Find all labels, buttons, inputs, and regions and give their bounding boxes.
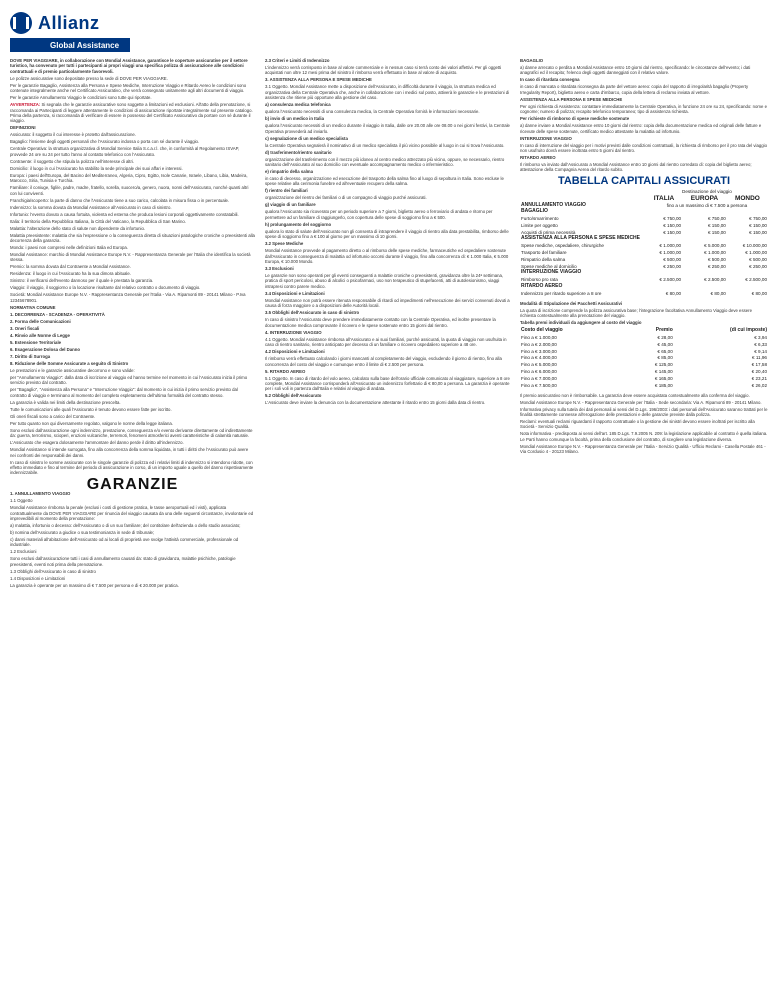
premium-value: € 185,00 — [654, 382, 673, 388]
normativa-headings — [10, 312, 255, 366]
tariff-value: € 500,00 — [707, 256, 726, 262]
clause-title: b) invio di un medico in Italia — [265, 116, 324, 122]
column-left — [10, 58, 255, 986]
normativa-paragraph: Gli oneri fiscali sono a carico del Contraente. — [10, 413, 96, 419]
clause-text: organizzazione del rientro dei familiari o di un compagno di viaggio purché assicurati. — [265, 195, 427, 201]
tariff-row — [520, 290, 768, 297]
normativa-paragraph: Per tutto quanto non qui diversamente regolato, valgono le norme della legge italiana. — [10, 420, 173, 426]
clause-text: Mondial Assistance non potrà essere ritenuta responsabile di ritardi od impedimenti nell'esecuzione dei servizi convenuti dovuti a causa di forza maggiore o a disposizioni delle Autorità locali. — [265, 297, 510, 309]
garanzie-title: GARANZIE — [86, 475, 179, 493]
definition-item: Italia: il territorio della Repubblica Italiana, la Città del Vaticano, la Repubblica di San Marino. — [10, 218, 186, 224]
tariff-section-name: INTERRUZIONE VIAGGIO — [521, 269, 582, 276]
premium-range: Fino a € 3.000,00 — [521, 348, 557, 354]
tariff-value: € 1.000,00 — [745, 249, 767, 255]
clause-text: la Centrale Operativa segnalerà il nominativo di un medico specialista il più vicino possibile al luogo in cui si trova l'Assicurato. — [265, 142, 505, 148]
denuncia-title: Per richieste di rimborso di spese mediche sostenute — [520, 116, 630, 122]
premium-value: € 65,00 — [657, 348, 673, 354]
premium-tax: € 9,14 — [754, 348, 767, 354]
tariff-value: € 250,00 — [749, 263, 767, 269]
clause-text: organizzazione del trasferimento con il mezzo più idoneo al centro medico attrezzato più vicino, oppure, se necessario, rientro sanitario dell'Assicurato al suo domicilio con eventuale accompagnamento medico o infermieristico. — [265, 156, 505, 168]
definition-item: Assicurato: il soggetto il cui interesse è protetto dall'assicurazione. — [10, 132, 136, 138]
tariff-value: € 750,00 — [707, 216, 726, 222]
tariff-section-row — [520, 236, 768, 243]
normativa-heading: 5. Estensione Territoriale — [10, 339, 62, 345]
premium-row — [520, 348, 768, 355]
annullamento-paragraph: Sono esclusi dall'assicurazione tutti i casi di annullamento causati da: stato di gravidanza, malattie psichiche, patologie preesistenti, eventi noti prima della prenotazione. — [10, 556, 236, 567]
document-columns — [10, 58, 768, 986]
modalita-text: La quota di iscrizione comprende la polizza assicurativa base; l'integrazione facoltativa Annullamento Viaggio deve essere richiesta contestualmente alla prenotazione del viaggio. — [520, 307, 752, 319]
premium-value: € 28,00 — [657, 335, 673, 341]
premium-row — [520, 382, 768, 389]
intro-paragraph: Le polizze assicurative sono depositate presso la sede di DOVE PER VIAGGIARE. — [10, 75, 168, 81]
definition-item: Malattia preesistente: malattia che sia l'espressione o la conseguenza diretta di situazioni patologiche croniche o preesistenti alla decorrenza della garanzia. — [10, 232, 255, 244]
premium-tax: € 11,96 — [752, 355, 767, 361]
annullamento-paragraph: Mondial Assistance rimborsa la penale (esclusi i costi di gestione pratica, le tasse aeroportuali ed i visti), applicata contrattualmente da DOVE PER VIAGGIARE per rinuncia del viaggio causata da una delle seguenti circostanze, involontarie ed imprevedibili al momento della prenotazione: — [10, 505, 254, 521]
denuncia-title: INTERRUZIONE VIAGGIO — [520, 135, 572, 141]
definition-item: Bagaglio: l'insieme degli oggetti personali che l'Assicurato indossa o porta con sé durante il viaggio. — [10, 139, 200, 145]
normativa-heading: 6. Esagerazione Dolosa del Danno — [10, 346, 80, 352]
tariff-row-label: Spese mediche, ospedaliere, chirurgiche — [521, 243, 604, 249]
clause-title: f) rientro dei familiari — [265, 188, 308, 194]
intro-notice: DOVE PER VIAGGIARE, in collaborazione con Mondial Assistance, garantisce le coperture assicurative per il settore turistico, ha convenuto per tutti i partecipanti ai propri viaggi una specifica polizza di assicurazione alle condizioni contrattuali e di premio particolarmente favorevoli. — [10, 58, 248, 74]
premium-tax: € 20,40 — [751, 368, 767, 374]
tariff-section-name: RITARDO AEREO — [521, 282, 563, 289]
premium-range: Fino a € 2.000,00 — [521, 341, 557, 347]
premium-tax: € 23,21 — [751, 375, 767, 381]
definition-item: Domicilio: il luogo in cui l'Assicurato ha stabilito la sede principale dei suoi affari e interessi. — [10, 165, 183, 171]
annullamento-note: fino a un massimo di € 7.500 a persona — [666, 202, 748, 208]
tariff-value: € 150,00 — [749, 222, 767, 228]
normativa-paragraph: per "Bagaglio", "Assistenza alla Persona" e "Interruzione Viaggio": dal momento in cui inizia il primo servizio previsto dal contratto di viaggio e terminano al momento del completo espletamento dell'ultima formalità del contratto stesso. — [10, 387, 238, 398]
tariff-row — [520, 243, 768, 250]
clause-title: 3. ASSISTENZA ALLA PERSONA E SPESE MEDICHE — [265, 77, 372, 83]
denuncia-title: ASSISTENZA ALLA PERSONA E SPESE MEDICHE — [520, 96, 623, 102]
clause-title: 3.5 Obblighi dell'Assicurato in caso di sinistro — [265, 310, 360, 316]
premium-header: Premio — [655, 327, 673, 334]
tariff-title: TABELLA CAPITALI ASSICURATI — [557, 174, 731, 187]
brand-name: Allianz — [38, 12, 100, 33]
allianz-eagle-icon — [10, 12, 32, 34]
tariff-row — [520, 215, 768, 222]
denuncia-text: in caso di mancata o ritardata riconsegna da parte del vettore aereo: copia del rapporto di irregolarità bagaglio (Property Irregularity Report), biglietto aereo e carta d'imbarco, copia della lettera di reclamo inviata al vettore. — [520, 84, 749, 95]
tariff-row-label: Rimborso pro rata — [521, 277, 558, 283]
premium-range: Fino a € 6.000,00 — [521, 368, 557, 374]
definition-item: Familiare: il coniuge, figli/e, padre, madre, fratello, sorella, suocero/a, genero, nuora, nonni dell'Assicurato, nonché quanti altri con lui conviventi. — [10, 185, 249, 196]
tariff-column-header: ITALIA — [653, 194, 675, 202]
tariff-subtitle-row — [520, 188, 768, 195]
clause-text: qualora l'Assicurato sia ricoverato per un periodo superiore a 7 giorni, biglietto aereo o ferroviario di andata e ritorno per permettere ad un familiare di raggiungerlo, con copertura delle spese di soggiorno fino a € 500. — [265, 209, 493, 220]
definizioni-title: DEFINIZIONI — [10, 125, 36, 131]
annullamento-paragraph: b) nomina dell'Assicurato a giudice o sua testimonianza in sede di tribunale; — [10, 529, 155, 535]
tariff-value: € 1.000,00 — [659, 243, 682, 249]
annullamento-paragraph: c) danni materiali all'abitazione dell'Assicurato od ai locali di proprietà ove svolge l'attività commerciale, professionale od industriale. — [10, 536, 239, 548]
normativa-text — [10, 368, 255, 476]
definition-item: Centrale Operativa: la struttura organizzativa di Mondial Service Italia S.c.a.r.l. che, in conformità al Regolamento ISVAP, provvede 24 ore su 24 per tutto l'anno al contatto telefonico con l'Assicurato. — [10, 146, 240, 157]
clause-text: in caso di decesso, organizzazione ed esecuzione del trasporto della salma fino al luogo di sepoltura in Italia. Sono escluse le spese relative alla cerimonia funebre ed all'eventuale recupero della salma. — [265, 176, 504, 187]
definition-item: Contraente: il soggetto che stipula la polizza nell'interesse di altri. — [10, 158, 135, 164]
premium-range: Fino a € 7.000,00 — [521, 375, 557, 381]
normativa-title: NORMATIVA COMUNE — [10, 304, 56, 310]
tariff-header-row — [520, 195, 768, 202]
normativa-heading: 1. DECORRENZA - SCADENZA - OPERATIVITÀ — [10, 311, 105, 317]
clause-title: d) trasferimento/rientro sanitario — [265, 149, 332, 155]
clause-text: Le garanzie non sono operanti per gli eventi conseguenti a malattie croniche o preesistenti, gravidanza oltre la 24ª settimana, pratica di sport pericolosi, abuso di alcolici o psicofarmaci, uso non terapeutico di stupefacenti, atti di autolesionismo, viaggi intrapresi contro parere medico. — [265, 273, 504, 289]
clause-text: qualora l'Assicurato necessiti di un medico durante il viaggio in Italia, dalle ore 20.00 alle ore 08.00 o nei giorni festivi, la Centrale Operativa provvederà ad inviarlo. — [265, 123, 510, 134]
premium-row — [520, 334, 768, 341]
denuncia-title: BAGAGLIO — [520, 58, 544, 63]
tariff-row-label: Limite per oggetto — [521, 222, 558, 228]
annullamento-paragraph: La garanzia è operante per un massimo di € 7.500 per persona e di € 20.000 per pratica. — [10, 582, 179, 588]
clause-title: 3.4 Disposizioni e Limitazioni — [265, 290, 325, 296]
clause-title: e) rimpatrio della salma — [265, 169, 314, 175]
clause-text: 4.1 Oggetto. Mondial Assistance rimborsa all'Assicurato e ai suoi familiari, purché assicurati, la quota di viaggio non usufruita in caso di rientro sanitario, rientro anticipato per decesso di un familiare o ricovero ospedaliero superiore a 48 ore. — [265, 336, 507, 348]
annullamento-text — [10, 498, 255, 588]
normativa-paragraph: Mondial Assistance si intende surrogata, fino alla concorrenza della somma liquidata, in tutti i diritti che l'Assicurato può avere nei confronti dei responsabili dei danni. — [10, 447, 249, 458]
footer-notes — [520, 393, 768, 455]
tariff-column-header: EUROPA — [690, 194, 719, 202]
normativa-paragraph: In caso di sinistro le somme assicurate con le singole garanzie di polizza ed i relativi limiti di indennizzo si intendono ridotte, con effetto immediato e fino al termine del periodo di assicurazione in corso, di un importo uguale a quello del danno rispettivamente indennizzabile. — [10, 459, 254, 476]
normativa-heading: 8. Riduzione delle Somme Assicurate a seguito di Sinistro — [10, 360, 129, 366]
premium-tax: € 17,58 — [751, 362, 767, 368]
premium-row — [520, 375, 768, 382]
normativa-paragraph: Sono esclusi dall'assicurazione ogni indennizzo, prestazione, conseguenza e/o evento derivante direttamente od indirettamente da: guerra, terrorismo, scioperi, eruzioni vulcaniche, terremoti, fenomeni atmosferici aventi caratteristiche di calamità naturale. — [10, 427, 253, 439]
tariff-row-label: Indennizzo per ritardo superiore a 8 ore — [521, 290, 602, 296]
clause-title: c) segnalazione di un medico specialista — [265, 135, 348, 141]
tariff-value: € 5.000,00 — [704, 243, 726, 249]
footer-paragraph: Mondial Assistance Europe N.V. - Rappresentanza Generale per l'Italia - Sede secondaria: Via A. Ripamonti 89 - 20141 Milano. — [520, 399, 762, 405]
premium-tax: € 26,02 — [751, 382, 767, 388]
denuncia-text: Il rimborso va inviato dall'Assicurato a Mondial Assistance entro 10 giorni dal rientro corredato di: copia del biglietto aereo; attestazione della Compagnia Aerea del ritardo subito. — [520, 162, 752, 173]
global-assistance-ribbon: Global Assistance — [10, 38, 130, 52]
annullamento-title: 1. ANNULLAMENTO VIAGGIO — [10, 491, 71, 497]
annullamento-paragraph: 1.1 Oggetto — [10, 498, 33, 504]
annullamento-label: ANNULLAMENTO VIAGGIO — [521, 201, 586, 208]
tariff-row — [520, 249, 768, 256]
normativa-heading: 4. Rinvio alle Norme di Legge — [10, 332, 70, 338]
clause-title: 2.3 Criteri e Limiti di Indennizzo — [265, 58, 330, 63]
premium-tax: € 6,33 — [754, 341, 767, 347]
normativa-heading: 3. Oneri fiscali — [10, 325, 40, 331]
tariff-column-header: MONDO — [734, 194, 760, 202]
clause-title: 3.3 Esclusioni — [265, 266, 294, 272]
clause-title: a) consulenza medica telefonica — [265, 102, 331, 108]
tariff-value: € 1.000,00 — [704, 249, 726, 255]
tariff-value: € 150,00 — [663, 222, 682, 228]
clause-text: Mondial Assistance provvede al pagamento diretto o al rimborso delle spese mediche, farmaceutiche ed ospedaliere sostenute dall'Assicurato in conseguenza di malattia od infortunio occorsi durante il viaggio, fino alla concorrenza di: € 1.000 Italia, € 5.000 Europa, € 10.000 Mondo. — [265, 248, 509, 265]
normativa-paragraph: La garanzia è valida nei limiti della destinazione prescelta. — [10, 399, 121, 405]
premium-table — [520, 328, 768, 389]
definition-item: Malattia: l'alterazione dello stato di salute non dipendente da infortunio. — [10, 225, 146, 231]
clause-title: 3.2 Spese Mediche — [265, 241, 304, 247]
tariff-section-row — [520, 283, 768, 290]
definition-item: Mondo: i paesi non compresi nelle definizioni Italia ed Europa. — [10, 245, 128, 251]
premium-range: Fino a € 1.000,00 — [521, 335, 557, 341]
premium-table-title: Tabella premi individuali da aggiungere al costo del viaggio — [520, 320, 642, 326]
clause-title: g) viaggio di un familiare — [265, 202, 316, 208]
tariff-value: € 250,00 — [707, 263, 726, 269]
definition-item: Infortunio: l'evento dovuto a causa fortuita, violenta ed esterna che produca lesioni corporali oggettivamente constatabili. — [10, 211, 239, 217]
normativa-paragraph: Tutte le comunicazioni alle quali l'Assicurato è tenuto devono essere fatte per iscritto. — [10, 406, 172, 412]
tariff-value: € 1.000,00 — [659, 249, 682, 255]
tariff-value: € 2.500,00 — [659, 277, 682, 283]
allianz-logo — [10, 10, 130, 54]
tariff-value: € 150,00 — [707, 222, 726, 228]
tariff-value: € 250,00 — [663, 263, 682, 269]
clause-text: In caso di sinistro l'Assicurato deve prendere immediatamente contatto con la Centrale Operativa, ed inoltre presentare la documentazione medica comprovante il ricovero e le spese sostenute entro 15 giorni dal rientro. — [265, 317, 496, 328]
clause-text: L'Assicurato deve inviare la denuncia con la documentazione attestante il ritardo entro 15 giorni dalla data di rientro. — [265, 400, 486, 406]
denuncia-blocks — [520, 58, 768, 173]
clause-text: 3.1 Oggetto. Mondial Assistance mette a disposizione dell'Assicurato, in difficoltà durante il viaggio, la struttura medica ed organizzativa della Centrale Operativa che, anche in collaborazione con i medici sul posto, attiverà le garanzie e le prestazioni di assistenza che ritiene più opportune alla gestione del caso. — [265, 84, 510, 101]
tariff-subtitle: Destinazione del viaggio — [682, 188, 732, 194]
tariff-value: € 80,00 — [710, 290, 726, 296]
definition-item: Premio: la somma dovuta dal Contraente a Mondial Assistance. — [10, 264, 131, 270]
clause-title: 5.2 Obblighi dell'Assicurato — [265, 393, 322, 399]
premium-value: € 45,00 — [657, 341, 673, 347]
tariff-corner — [520, 195, 646, 202]
definition-item: Residenza: il luogo in cui l'Assicurato ha la sua dimora abituale. — [10, 271, 131, 277]
tariff-row-label: Spese mediche al domicilio — [521, 263, 577, 269]
denuncia-text: a) danne arrecato o perdita a Mondial Assistance entro 10 giorni dal rientro, specificando: le circostanze dell'evento; i dati anagrafici ed il recapito; l'elenco degli oggetti danneggiati con il relativo valore. — [520, 65, 751, 76]
clause-title: h) prolungamento del soggiorno — [265, 221, 332, 227]
premium-header: Costo del viaggio — [521, 327, 563, 334]
definition-item: Europa: i paesi dell'Europa, del Bacino del Mediterraneo, Algeria, Cipro, Egitto, Isole Canarie, Israele, Libano, Libia, Madeira, Marocco, Siria, Tunisia e Turchia. — [10, 172, 248, 184]
normativa-heading: 7. Diritto di Surroga — [10, 353, 51, 359]
annullamento-paragraph: 1.4 Disposizioni e Limitazioni — [10, 575, 66, 581]
clause-title: 4. INTERRUZIONE VIAGGIO — [265, 329, 322, 335]
tariff-row-label: Rimpatrio della salma — [521, 256, 566, 262]
tariff-value: € 750,00 — [749, 216, 767, 222]
definizioni-list — [10, 132, 255, 303]
premium-row — [520, 368, 768, 375]
clause-title: 5. RITARDO AEREO — [265, 368, 306, 374]
premium-value: € 165,00 — [654, 375, 673, 381]
clause-text: qualora lo stato di salute dell'Assicurato non gli consenta di intraprendere il viaggio di rientro alla data prestabilita, rimborso delle spese di soggiorno fino a € 100 al giorno per un massimo di 10 giorni. — [265, 228, 509, 240]
denuncia-text: a) danne inviare a Mondial Assistance entro 10 giorni dal rientro: copia della documentazione medica ed originali delle fatture e ricevute delle spese sostenute, certificato medico attestante la malattia od infortunio. — [520, 123, 762, 134]
premium-range: Fino a € 7.500,00 — [521, 382, 557, 388]
normativa-paragraph: per "Annullamento Viaggio": dalla data di iscrizione al viaggio ed hanno termine nel momento in cui l'Assicurato inizia il primo servizio previsto dal contratto. — [10, 374, 248, 386]
normativa-paragraph: Le prestazioni e le garanzie assicurative decorrono e sono valide: — [10, 367, 135, 373]
premium-range: Fino a € 5.000,00 — [521, 362, 557, 368]
column-right — [520, 58, 768, 986]
premium-row — [520, 341, 768, 348]
tariff-row — [520, 256, 768, 263]
intro-paragraphs — [10, 76, 255, 101]
capitali-table — [520, 188, 768, 297]
definition-item: Società: Mondial Assistance Europe N.V. - Rappresentanza Generale per l'Italia - Via A. Ripamonti 89 - 20141 Milano - P.Iva 12345678901. — [10, 292, 246, 303]
clause-text: qualora l'Assicurato necessiti di una consulenza medica, la Centrale Operativa fornirà le informazioni necessarie. — [265, 109, 480, 115]
annullamento-paragraph: a) malattia, infortunio o decesso: dell'Assicurato o di un suo familiare; del contitolare dell'azienda o dello studio associato; — [10, 522, 241, 528]
denuncia-title: In caso di ritardata consegna — [520, 77, 580, 83]
footer-paragraph: Nota informativa - predisposta ai sensi dell'art. 185 D.Lgs. 7.9.2005 N. 209: la legislazione applicabile al contratto è quella italiana. Le Parti hanno comunque la facoltà, prima della conclusione del contratto, di scegliere una legislazione diversa. — [520, 431, 768, 442]
tariff-section-row — [520, 270, 768, 277]
tariff-value: € 500,00 — [663, 256, 682, 262]
tariff-value: € 500,00 — [749, 256, 767, 262]
premium-row — [520, 355, 768, 362]
tariff-section-name: ASSISTENZA ALLA PERSONA E SPESE MEDICHE — [521, 235, 640, 242]
annullamento-row — [520, 202, 768, 209]
premium-value: € 145,00 — [654, 368, 673, 374]
denuncia-title: RITARDO AEREO — [520, 155, 556, 161]
footer-paragraph: Informativa privacy sulla tutela dei dati personali ai sensi del D.Lgs. 196/2003: i dati personali dell'Assicurato saranno trattati per le finalità strettamente connesse all'erogazione delle prestazioni e delle garanzie previste dalla polizza. — [520, 406, 768, 417]
definition-item: Mondial Assistance: marchio di Mondial Assistance Europe N.V. - Rappresentanza Generale per l'Italia che identifica la società stessa. — [10, 252, 251, 263]
denuncia-text: Per ogni richiesta di Assistenza: contattare immediatamente la Centrale Operativa, in funzione 24 ore su 24, specificando: nome e cognome; numero di polizza; recapito telefonico temporaneo; tipo di assistenza richiesta. — [520, 103, 767, 115]
premium-tax: € 3,94 — [754, 335, 767, 341]
tariff-value: € 750,00 — [663, 216, 682, 222]
definition-item: Franchigia/scoperto: la parte di danno che l'Assicurato tiene a suo carico, calcolata in misura fissa o in percentuale. — [10, 197, 230, 203]
tariff-row — [520, 222, 768, 229]
footer-paragraph: Il premio assicurativo non è rimborsabile. La garanzia deve essere acquistata contestualmente alla conferma del viaggio. — [520, 392, 750, 398]
annullamento-paragraph: 1.2 Esclusioni — [10, 549, 37, 555]
footer-paragraph: Reclami: eventuali reclami riguardanti il rapporto contrattuale o la gestione dei sinistri devono essere inoltrati per iscritto alla Società - Servizio Qualità. — [520, 419, 755, 430]
tariff-section-row — [520, 209, 768, 216]
premium-value: € 125,00 — [654, 362, 673, 368]
tariff-corner — [520, 188, 646, 195]
clause-text: 5.1 Oggetto. In caso di ritardo del volo aereo, calcolato sulla base dell'orario ufficiale comunicato al viaggiatore, superiore a 8 ore complete, Mondial Assistance corrisponderà all'Assicurato un indennizzo forfettario di € 80,00 a persona. La garanzia è operante per i soli voli in partenza dall'Italia e relativi al viaggio di andata. — [265, 375, 510, 392]
premium-header-row — [520, 328, 768, 335]
clause-text: Il rimborso verrà effettuato calcolando i giorni mancanti al completamento del viaggio, escludendo il giorno di rientro, fino alla concorrenza del costo del viaggio e comunque entro il limite di € 2.500 per persona. — [265, 356, 502, 367]
footer-paragraph: Mondial Assistance Europe N.V. - Rappresentanza Generale per l'Italia - Servizio Qualità - Ufficio Reclami - Casella Postale 461 - Via Cordusio 4 - 20123 Milano. — [520, 443, 766, 455]
intro-paragraph: Per le garanzie Bagaglio, Assistenza alla Persona e Spese Mediche, Interruzione Viaggio e Ritardo Aereo le condizioni sono contenute integralmente anche nel Certificato Assicurativo, che verrà consegnato unitamente agli altri documenti di viaggio. — [10, 82, 247, 94]
premium-header: (di cui imposte) — [730, 327, 767, 334]
annullamento-paragraph: 1.3 Obblighi dell'Assicurato in caso di sinistro — [10, 568, 96, 574]
tariff-row-label: Trasporto del familiare — [521, 249, 567, 255]
tariff-row-label: Acquisti di prima necessità — [521, 229, 576, 235]
normativa-heading: 2. Forma delle Comunicazioni — [10, 318, 71, 324]
premium-row — [520, 361, 768, 368]
denuncia-text: In caso di interruzione del viaggio per i motivi previsti dalle condizioni contrattuali, la richiesta di rimborso per il pro rata del viaggio non usufruito dovrà essere inoltrata entro 5 giorni dal rientro. — [520, 142, 767, 154]
tariff-value: € 150,00 — [663, 229, 682, 235]
definition-item: Viaggio: il viaggio, il soggiorno o la locazione risultante dal relativo contratto o documento di viaggio. — [10, 285, 201, 291]
avvertenza: AVVERTENZA: Si segnala che le garanzie assicurative sono soggette a limitazioni ed esclusioni. All'atto della prenotazione, si raccomanda ai Partecipanti di leggere attentamente le condizioni di assicurazione riportate integralmente sul presente catalogo. Prima della partenza, si raccomanda di verificare di essere in possesso del Certificato Assicurativo da portare con sé durante il viaggio. — [10, 102, 253, 124]
premium-value: € 85,00 — [657, 355, 673, 361]
tariff-value: € 2.500,00 — [745, 277, 767, 283]
tariff-value: € 2.500,00 — [704, 277, 726, 283]
clause-text: L'indennizzo verrà corrisposto in base al valore commerciale e in nessun caso si terrà conto dei valori affettivi. Per gli oggetti acquistati non oltre 12 mesi prima del sinistro il rimborso verrà effettuato in base al valore di acquisto. — [265, 65, 502, 76]
definition-item: Indennizzo: la somma dovuta da Mondial Assistance all'Assicurato in caso di sinistro. — [10, 204, 172, 210]
tariff-row-label: Furto/smarrimento — [521, 216, 559, 222]
clause-title: 4.2 Disposizioni e Limitazioni — [265, 349, 325, 355]
modalita-title: Modalità di Stipulazione dei Pacchetti Assicurativi — [520, 300, 623, 306]
tariff-value: € 150,00 — [749, 229, 767, 235]
normativa-paragraph: L'Assicurato che esagera dolosamente l'ammontare del danno perde il diritto all'indennizzo. — [10, 440, 184, 446]
premium-range: Fino a € 4.000,00 — [521, 355, 557, 361]
tariff-value: € 10.000,00 — [742, 243, 767, 249]
tariff-section-name: BAGAGLIO — [521, 208, 548, 215]
tariff-value: € 80,00 — [665, 290, 682, 296]
definition-item: Sinistro: il verificarsi dell'evento dannoso per il quale è prestata la garanzia. — [10, 278, 154, 284]
tariff-value: € 80,00 — [751, 290, 767, 296]
tariff-value: € 150,00 — [707, 229, 726, 235]
intro-paragraph: Per le garanzie Annullamento Viaggio le condizioni sono tutte qui riportate. — [10, 95, 152, 101]
column-middle — [265, 58, 510, 986]
